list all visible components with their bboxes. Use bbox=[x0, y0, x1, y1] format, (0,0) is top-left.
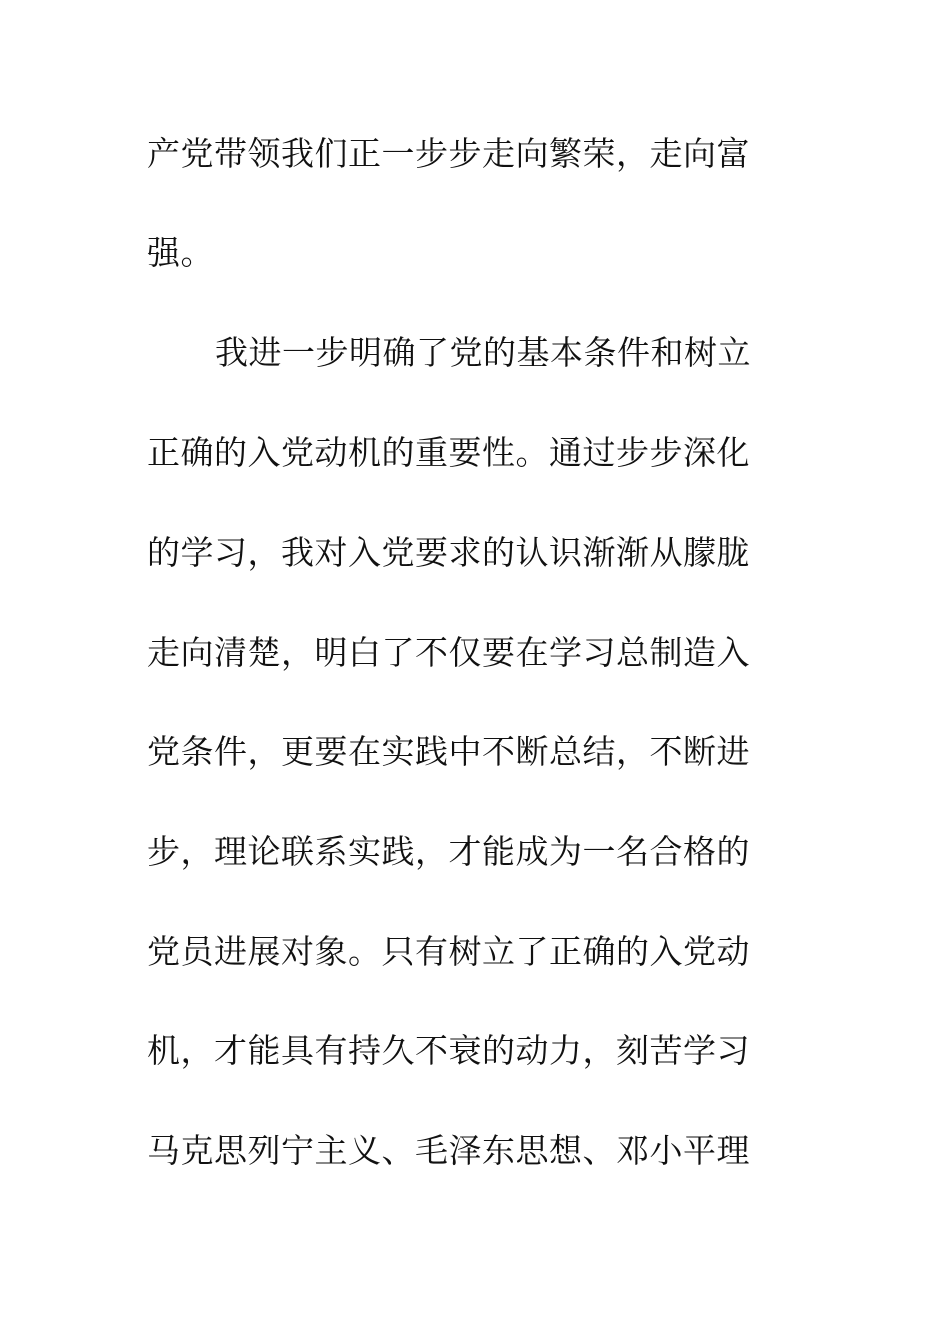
text-line-5: 的学习，我对入党要求的认识渐渐从朦胧 bbox=[147, 533, 750, 572]
text-line-10: 机，才能具有持久不衰的动力，刻苦学习 bbox=[147, 1031, 750, 1070]
text-line-4: 正确的入党动机的重要性。通过步步深化 bbox=[147, 433, 750, 472]
text-line-2: 强。 bbox=[147, 233, 214, 272]
text-line-8: 步，理论联系实践，才能成为一名合格的 bbox=[147, 832, 750, 871]
text-line-11: 马克思列宁主义、毛泽东思想、邓小平理 bbox=[147, 1131, 750, 1170]
text-line-1: 产党带领我们正一步步走向繁荣，走向富 bbox=[147, 134, 750, 173]
paragraph-start-line: 我进一步明确了党的基本条件和树立 bbox=[215, 333, 751, 372]
text-line-7: 党条件，更要在实践中不断总结，不断进 bbox=[147, 732, 750, 771]
text-line-6: 走向清楚，明白了不仅要在学习总制造入 bbox=[147, 633, 750, 672]
text-line-9: 党员进展对象。只有树立了正确的入党动 bbox=[147, 932, 750, 971]
